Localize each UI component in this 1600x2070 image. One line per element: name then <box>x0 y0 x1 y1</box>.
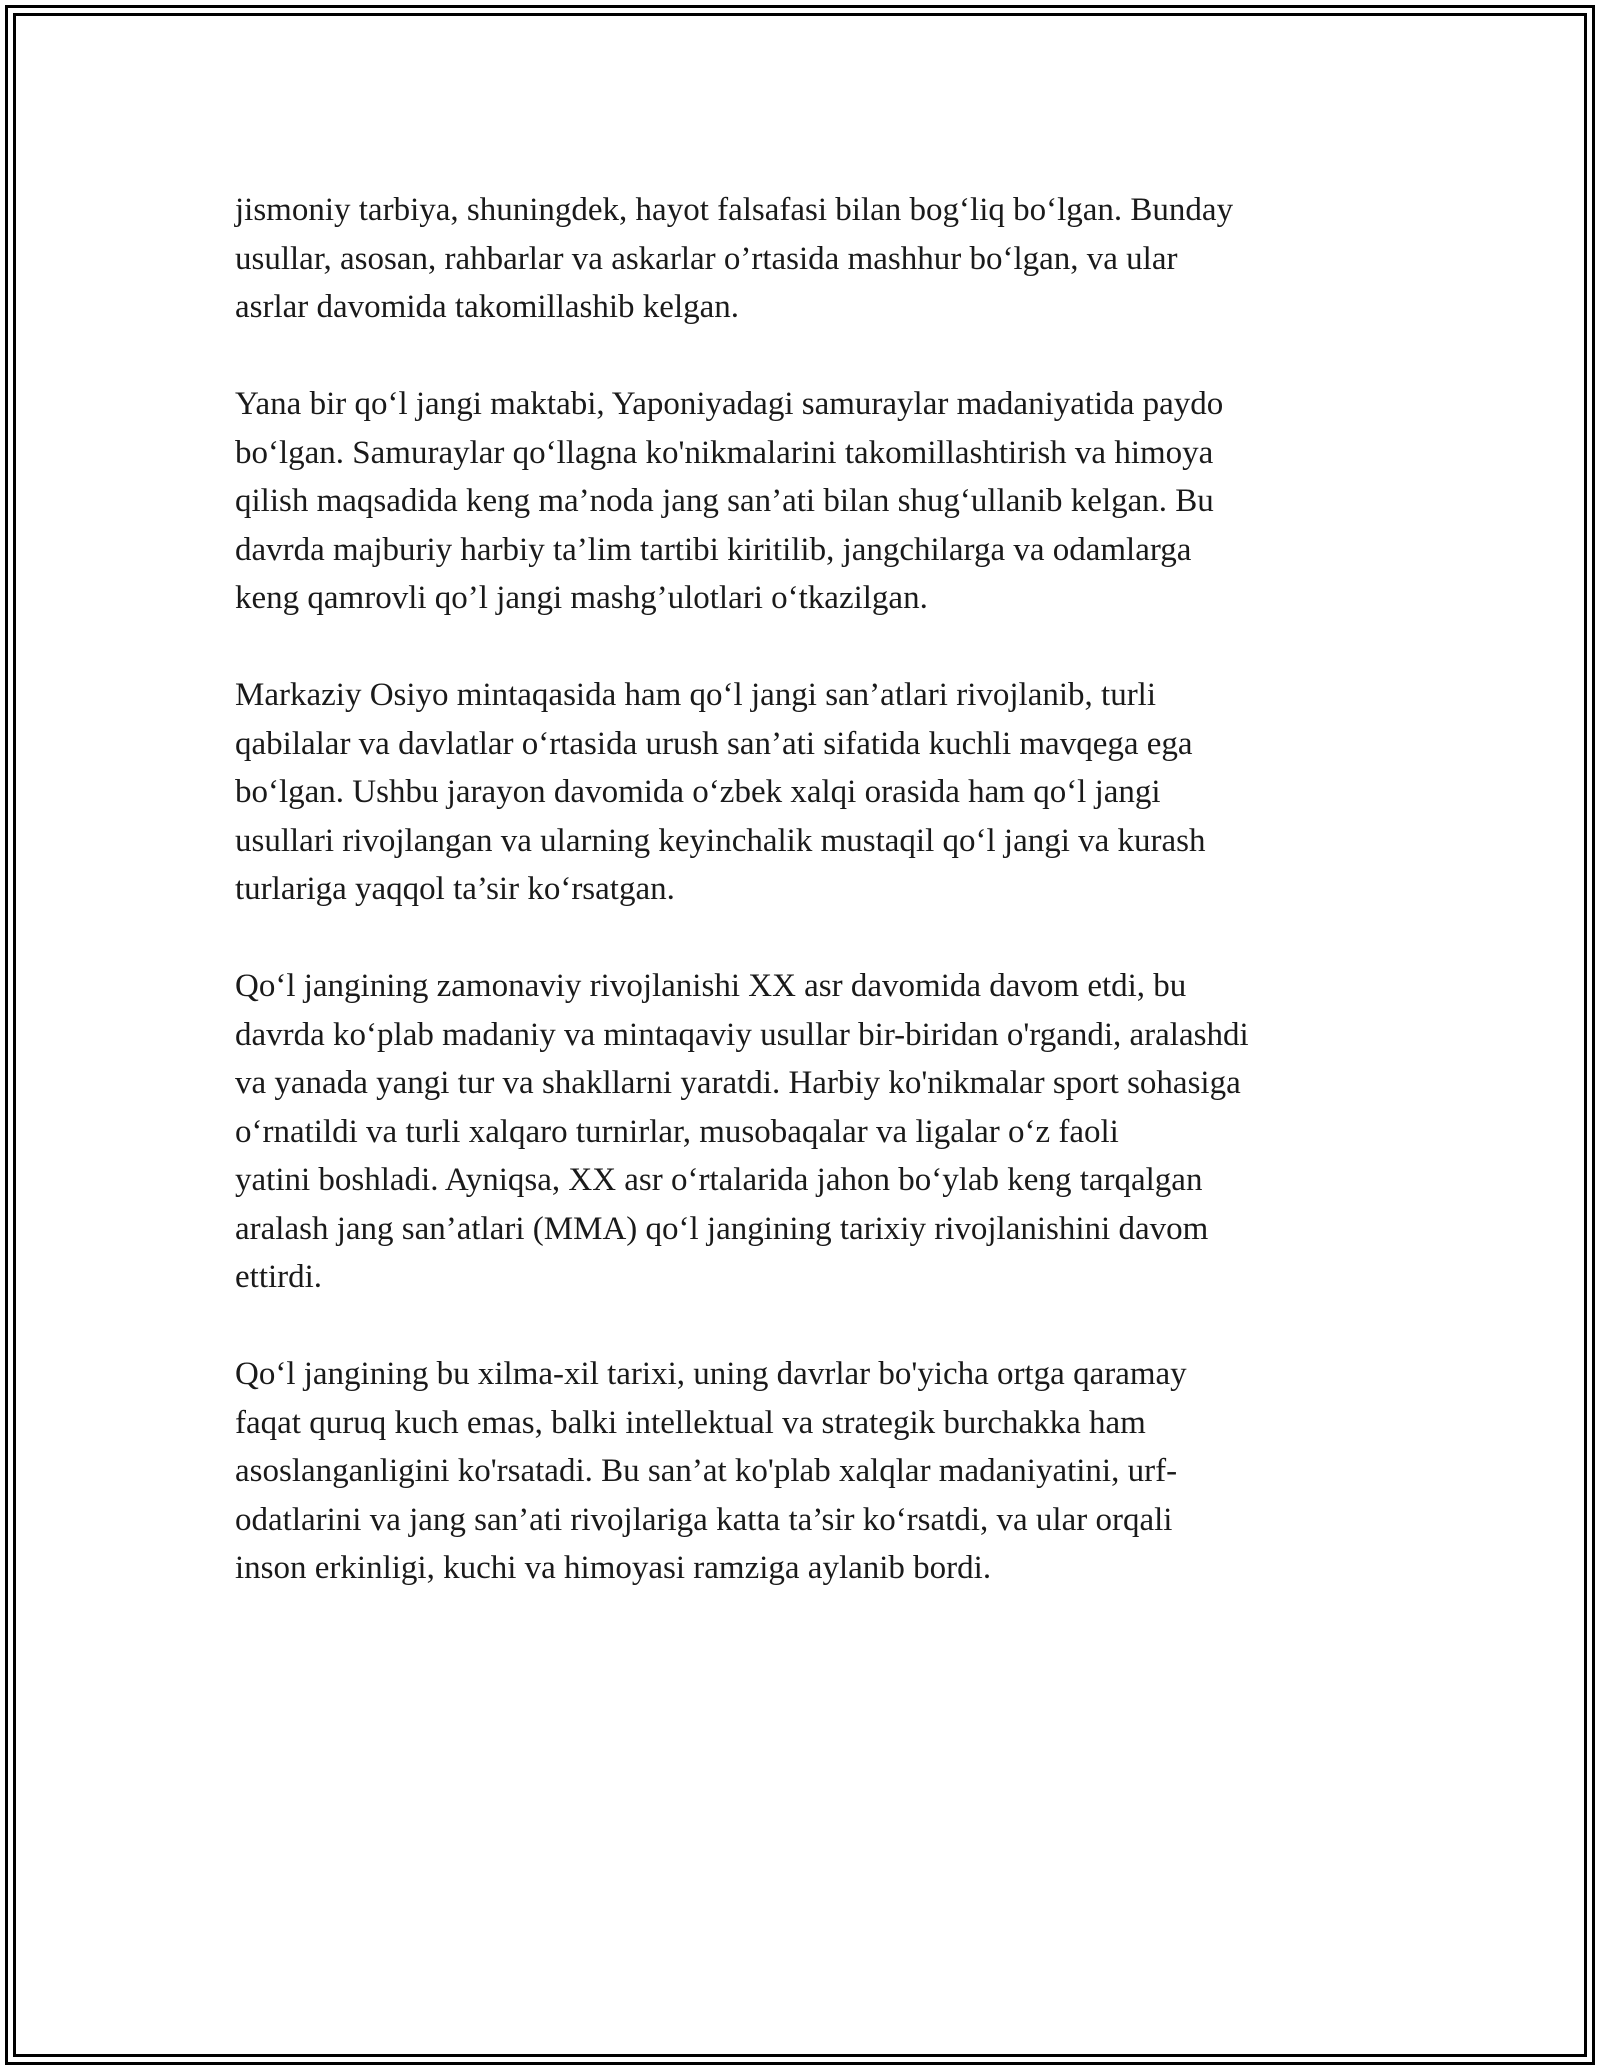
paragraph-4 <box>235 962 1370 1302</box>
text-line: Qo‘l jangining zamonaviy rivojlanishi XX asr davomida davom etdi, bu <box>235 968 1187 1004</box>
text-line: turlariga yaqqol ta’sir ko‘rsatgan. <box>235 871 675 907</box>
text-line: va yanada yangi tur va shakllarni yaratdi. Harbiy ko'nikmalar sport sohasiga <box>235 1065 1241 1101</box>
text-line: asoslanganligini ko'rsatadi. Bu san’at ko'plab xalqlar madaniyatini, urf- <box>235 1453 1178 1489</box>
text-line: bo‘lgan. Ushbu jarayon davomida o‘zbek xalqi orasida ham qo‘l jangi <box>235 774 1161 810</box>
text-line: jismoniy tarbiya, shuningdek, hayot falsafasi bilan bog‘liq bo‘lgan. Bunday <box>235 192 1234 228</box>
text-line: Qo‘l jangining bu xilma-xil tarixi, uning davrlar bo'yicha ortga qaramay <box>235 1356 1187 1392</box>
text-line: faqat quruq kuch emas, balki intellektual va strategik burchakka ham <box>235 1404 1146 1441</box>
text-line: asrlar davomida takomillashib kelgan. <box>235 289 740 325</box>
text-line: aralash jang san’atlari (MMA) qo‘l jangining tarixiy rivojlanishini davom <box>235 1210 1209 1247</box>
text-line: odatlarini va jang san’ati rivojlariga katta ta’sir ko‘rsatdi, va ular orqali <box>235 1501 1173 1538</box>
text-line: keng qamrovli qo’l jangi mashg’ulotlari o‘tkazilgan. <box>235 580 928 616</box>
paragraph-5 <box>235 1350 1370 1593</box>
text-line: davrda majburiy harbiy ta’lim tartibi kiritilib, jangchilarga va odamlarga <box>235 531 1192 568</box>
text-line: ettirdi. <box>235 1259 323 1295</box>
text-line: usullari rivojlangan va ularning keyinchalik mustaqil qo‘l jangi va kurash <box>235 822 1206 859</box>
paragraph-2 <box>235 380 1370 623</box>
text-line: bo‘lgan. Samuraylar qo‘llagna ko'nikmalarini takomillashtirish va himoya <box>235 434 1214 471</box>
document-body <box>235 186 1370 1641</box>
text-line: o‘rnatildi va turli xalqaro turnirlar, musobaqalar va ligalar o‘z faoli <box>235 1113 1119 1150</box>
text-line: qabilalar va davlatlar o‘rtasida urush san’ati sifatida kuchli mavqega ega <box>235 725 1193 762</box>
text-line: Markaziy Osiyo mintaqasida ham qo‘l jangi san’atlari rivojlanib, turli <box>235 677 1157 713</box>
text-line: yatini boshladi. Ayniqsa, XX asr o‘rtalarida jahon bo‘ylab keng tarqalgan <box>235 1162 1203 1198</box>
text-line: Yana bir qo‘l jangi maktabi, Yaponiyadagi samuraylar madaniyatida paydo <box>235 386 1224 422</box>
paragraph-1 <box>235 186 1370 332</box>
text-line: qilish maqsadida keng ma’noda jang san’ati bilan shug‘ullanib kelgan. Bu <box>235 483 1214 519</box>
text-line: usullar, asosan, rahbarlar va askarlar o’rtasida mashhur bo‘lgan, va ular <box>235 240 1178 277</box>
text-line: davrda ko‘plab madaniy va mintaqaviy usullar bir-biridan o'rgandi, aralashdi <box>235 1016 1249 1053</box>
text-line: inson erkinligi, kuchi va himoyasi ramziga aylanib bordi. <box>235 1550 992 1586</box>
paragraph-3 <box>235 671 1370 914</box>
